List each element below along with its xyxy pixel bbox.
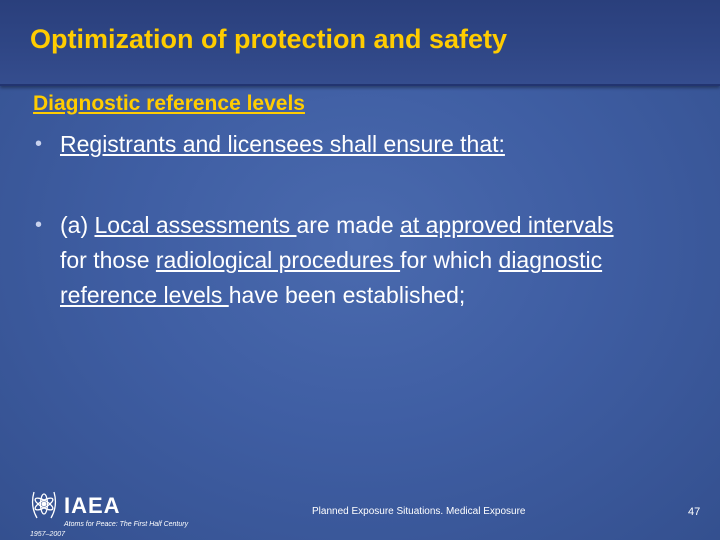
- bullet-item-2: [35, 208, 635, 313]
- bullet-text-2: [35, 208, 635, 313]
- text-segment: for those: [60, 247, 156, 273]
- atom-emblem-icon: [33, 492, 56, 518]
- logo-years: 1957–2007: [30, 531, 66, 538]
- section-subheading: Diagnostic reference levels: [33, 92, 305, 115]
- footer-caption: Planned Exposure Situations. Medical Exposure: [312, 506, 526, 517]
- iaea-logo: [28, 484, 228, 538]
- text-segment: for which: [400, 247, 499, 273]
- slide-title: Optimization of protection and safety: [30, 24, 508, 54]
- underlined-term: at approved intervals: [400, 212, 614, 238]
- page-number: 47: [688, 506, 701, 518]
- text-segment: (a): [60, 212, 95, 238]
- underlined-term: diagnostic reference levels: [60, 247, 603, 308]
- bullet-text-1: Registrants and licensees shall ensure that:: [60, 131, 505, 157]
- logo-name: IAEA: [64, 493, 121, 518]
- underlined-term: Local assessments: [94, 212, 297, 238]
- logo-tagline: Atoms for Peace: The First Half Century: [64, 521, 189, 528]
- bullet-icon: •: [35, 214, 43, 236]
- bullet-item-1: [35, 127, 675, 162]
- underlined-term: radiological procedures: [155, 247, 401, 273]
- bullet-icon: •: [35, 133, 43, 155]
- title-band: [0, 0, 720, 86]
- text-segment: are made: [296, 212, 401, 238]
- text-segment: have been established;: [228, 282, 466, 308]
